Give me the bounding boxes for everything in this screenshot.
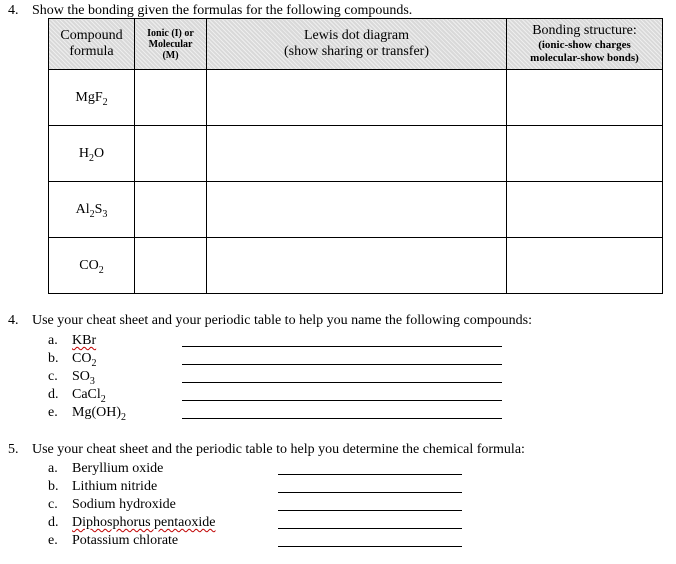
question-4-bonding-heading: [8, 3, 412, 19]
question-number: 5.: [8, 442, 19, 457]
item-name: Sodium hydroxide: [72, 497, 176, 512]
item-name: Lithium nitride: [72, 479, 158, 494]
question-4-naming-heading: [8, 313, 532, 329]
item-letter: d.: [48, 387, 59, 402]
list-item: [48, 460, 468, 478]
item-letter: a.: [48, 461, 58, 476]
answer-blank[interactable]: [278, 492, 462, 493]
list-item: [48, 386, 508, 404]
formula-list: [48, 460, 468, 550]
formula-cell: $CO_2$: [49, 238, 135, 294]
question-prompt: Use your cheat sheet and your periodic table to help you name the following compounds:: [32, 313, 532, 328]
item-formula: $SO_3$: [72, 369, 95, 387]
lewis-dot-answer-cell[interactable]: [207, 182, 507, 238]
formula-cell: $H_2O$: [49, 126, 135, 182]
header-bonding-structure: Bonding structure: (ionic-show charges molecular-show bonds): [507, 19, 663, 70]
answer-blank[interactable]: [182, 418, 502, 419]
item-letter: e.: [48, 405, 58, 420]
item-formula: $Mg(OH)_2$: [72, 405, 126, 423]
list-item: [48, 478, 468, 496]
header-lewis-dot: Lewis dot diagram (show sharing or transfer): [207, 19, 507, 70]
header-compound-formula: Compound formula: [49, 19, 135, 70]
item-formula: $CO_2$: [72, 351, 97, 369]
answer-blank[interactable]: [182, 400, 502, 401]
table-row: [49, 70, 663, 126]
question-prompt: Use your cheat sheet and the periodic table to help you determine the chemical formula:: [32, 442, 525, 457]
list-item: [48, 368, 508, 386]
table-header-row: [49, 19, 663, 70]
item-letter: e.: [48, 533, 58, 548]
question-number: 4.: [8, 313, 19, 328]
header-ionic-molecular: Ionic (I) or Molecular (M): [135, 19, 207, 70]
lewis-dot-answer-cell[interactable]: [207, 126, 507, 182]
question-prompt: Show the bonding given the formulas for the following compounds.: [32, 3, 413, 18]
item-name: Potassium chlorate: [72, 533, 179, 548]
item-letter: b.: [48, 351, 59, 366]
item-formula: KBr: [72, 333, 97, 348]
formula-cell: MgF$_2$: [49, 70, 135, 126]
bonding-structure-answer-cell[interactable]: [507, 182, 663, 238]
answer-blank[interactable]: [278, 546, 462, 547]
item-letter: d.: [48, 515, 59, 530]
answer-blank[interactable]: [182, 382, 502, 383]
table-row: [49, 182, 663, 238]
list-item: [48, 332, 508, 350]
naming-list: [48, 332, 508, 422]
question-5-heading: [8, 442, 525, 458]
question-number: 4.: [8, 3, 19, 18]
list-item: [48, 404, 508, 422]
table-row: [49, 126, 663, 182]
answer-blank[interactable]: [182, 346, 502, 347]
list-item: [48, 350, 508, 368]
item-letter: b.: [48, 479, 59, 494]
bonding-structure-answer-cell[interactable]: [507, 70, 663, 126]
item-letter: c.: [48, 497, 58, 512]
item-letter: c.: [48, 369, 58, 384]
item-formula: CaCl$_2$: [72, 387, 106, 405]
answer-blank[interactable]: [182, 364, 502, 365]
table-row: [49, 238, 663, 294]
answer-blank[interactable]: [278, 474, 462, 475]
lewis-dot-answer-cell[interactable]: [207, 238, 507, 294]
bonding-structure-answer-cell[interactable]: [507, 126, 663, 182]
bonding-table: [48, 18, 663, 294]
list-item: [48, 514, 468, 532]
item-letter: a.: [48, 333, 58, 348]
ionic-molecular-answer-cell[interactable]: [135, 182, 207, 238]
list-item: [48, 532, 468, 550]
item-name: Diphosphorus pentaoxide: [72, 515, 216, 530]
ionic-molecular-answer-cell[interactable]: [135, 70, 207, 126]
list-item: [48, 496, 468, 514]
lewis-dot-answer-cell[interactable]: [207, 70, 507, 126]
answer-blank[interactable]: [278, 510, 462, 511]
formula-cell: $Al_2S_3$: [49, 182, 135, 238]
answer-blank[interactable]: [278, 528, 462, 529]
item-name: Beryllium oxide: [72, 461, 164, 476]
ionic-molecular-answer-cell[interactable]: [135, 126, 207, 182]
ionic-molecular-answer-cell[interactable]: [135, 238, 207, 294]
bonding-structure-answer-cell[interactable]: [507, 238, 663, 294]
